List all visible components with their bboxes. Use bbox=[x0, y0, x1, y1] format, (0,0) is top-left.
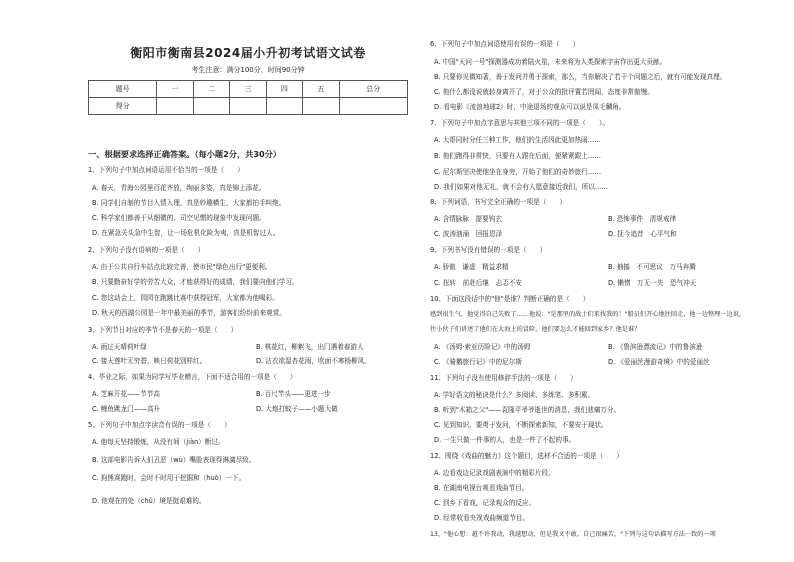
question-line: 2、下列句子没有语病的一项是（ ） bbox=[88, 246, 205, 254]
option-line: B. 他们跑得非常快，只要有人跟在后面，便紧紧跟上…… bbox=[434, 152, 601, 160]
question-line: 1、下列句子中加点词语运用不恰当的一项是（ ） bbox=[88, 166, 244, 174]
option-line: A. 骄傲 谦虚 精益求精 bbox=[434, 263, 509, 271]
score-cell: 三 bbox=[230, 81, 266, 98]
option-line: C. 科学家们都善于从细微的、司空见惯的现象中发现问题。 bbox=[92, 214, 266, 222]
option-line: A. 《汤姆·索亚历险记》中的汤姆 bbox=[434, 343, 531, 351]
option-line: B. 只要勤奋好学的劳苦大众，才能获得好的成绩，我们要向他们学习。 bbox=[92, 278, 299, 286]
option-line: B. 在湖南电视台观看戏曲节目。 bbox=[434, 484, 529, 492]
exam-note: 考生注意：满分100分，时间90分钟 bbox=[191, 66, 305, 74]
question-line: 7、下列句子中加点字意思与其他三项不同的一项是（ ）。 bbox=[430, 119, 609, 127]
option-line: D. 沾衣欲湿杏花雨，吹面不寒杨柳风。 bbox=[256, 357, 371, 365]
option-line: D. 一生只做一件事的人，也是一件了不起的事。 bbox=[434, 436, 576, 444]
score-table-header-row bbox=[89, 81, 408, 98]
option-line: B. 抽搐 不可思议 万马奔腾 bbox=[608, 263, 696, 271]
option-line: D. 《爱丽丝漫游奇境》中的爱丽丝 bbox=[608, 358, 710, 366]
passage-line: 感到很生气，他觉得自己失败了……他说："是那里的战士们来找我的！"船员们开心地往回走，他一边整理一边说， bbox=[430, 311, 746, 318]
option-line: C. 见到知识，要勇于发问，不断探索新知，不要安于现状。 bbox=[434, 421, 608, 429]
option-line: D. 我们如果对他无礼，就不会有人愿意接近我们，所以…… bbox=[434, 183, 609, 191]
option-line: D. 秋天的西湖公园是一年中最美丽的季节，游客们纷纷前来观赏。 bbox=[92, 309, 286, 317]
option-line: D. 懒惰 万无一失 恐气冲天 bbox=[608, 279, 697, 287]
question-line: 13、"他心想：越不许我动，我越想动，但是我又不敢，自己很痛苦。"下列与这句话描写方法一致的一项 bbox=[430, 531, 716, 538]
score-input-cell bbox=[266, 98, 302, 115]
option-line: C. 鲤鱼跳龙门——高升 bbox=[92, 405, 161, 413]
option-line: A. 边看戏边记录戏剧表演中的精彩片段。 bbox=[434, 469, 555, 477]
question-line: 4、毕业之际，如果为同学写毕业赠言，下面不适合用的一项是（ ） bbox=[88, 373, 297, 381]
option-line: C. 尼尔斯坚决使他坐在身旁，开始了他们的奇妙旅行…… bbox=[434, 168, 602, 176]
question-line: 11、下列句子没有使用修辞手法的一项是（ ） bbox=[430, 374, 577, 382]
option-line: C. 狗熊赛跑时，会时不时用于挖掘和（huò）一下。 bbox=[92, 474, 246, 482]
score-input-cell bbox=[193, 98, 229, 115]
score-input-cell bbox=[157, 98, 193, 115]
question-line: 12、围绕《戏曲的魅力》这个题目，选材不合适的一项是（ ） bbox=[430, 452, 624, 460]
option-line: D. 看电影《流浪地球2》时，中途退场的观众可以说是凤毛麟角。 bbox=[434, 103, 626, 111]
question-line: 8、下列词语，书写完全正确的一项是（ ） bbox=[430, 198, 567, 206]
score-cell: 四 bbox=[266, 81, 302, 98]
option-line: C. 到乡下看戏，记录观众的反应。 bbox=[434, 499, 536, 507]
option-line: D. 他观在的处（chǔ）境是挺艰难的。 bbox=[92, 497, 206, 505]
option-line: B. 恐怖事件 清规戒律 bbox=[608, 215, 677, 223]
option-line: B. 听到"木箱之父"——袁隆平爷爷逝世的消息，我们悲痛万分。 bbox=[434, 406, 621, 414]
option-line: C. 接天莲叶无穷碧，映日荷花别样红。 bbox=[92, 357, 207, 365]
question-line: 3、下列节日对应的季节不是春天的一项是（ ） bbox=[88, 326, 238, 334]
option-line: A. 学好语文的秘诀是什么？多阅读、多练笔、多积累。 bbox=[434, 391, 595, 399]
score-cell: 二 bbox=[193, 81, 229, 98]
option-line: B. 桃花红，柳絮飞，出门遇着春游人 bbox=[256, 343, 364, 351]
option-line: A. 芝麻开花——节节高 bbox=[92, 390, 160, 398]
option-line: A. 春天，青海公园里百花齐放，绚丽多姿，真是锦上添花。 bbox=[92, 184, 266, 192]
score-cell: 得分 bbox=[89, 98, 157, 115]
option-line: A. 由于公共自行车站点比较完善，使市民"绿色出行"更便利。 bbox=[92, 263, 272, 271]
option-line: A. 含情脉脉 提要钩玄 bbox=[434, 215, 502, 223]
score-input-cell bbox=[230, 98, 266, 115]
option-line: D. 大炮打蚊子——小题大做 bbox=[256, 405, 338, 413]
passage-line: 往小伙子们讲述了他们在大海上的冒险，他们要怎么才能回到家乡？他是谁？ bbox=[430, 326, 641, 333]
score-cell: 题号 bbox=[89, 81, 157, 98]
option-line: C. 他什么都没说就转身离开了，对于公众的批评置若罔闻，态度非常傲慢。 bbox=[434, 88, 654, 96]
option-line: A. 他每天坚持锻炼，从没有间（jiàn）断过。 bbox=[92, 438, 225, 446]
option-line: C. 《骑鹅旅行记》中的尼尔斯 bbox=[434, 358, 522, 366]
score-input-cell bbox=[339, 98, 407, 115]
option-line: C. 波涛汹涌 回报恩泽 bbox=[434, 230, 503, 238]
option-line: A. 雨过天晴荷叶绿 bbox=[92, 343, 147, 351]
score-table bbox=[88, 80, 408, 115]
question-line: 9、下列书写没有错误的一项是（ ） bbox=[430, 246, 547, 254]
option-line: B. 《鲁滨逊漂流记》中的鲁滨逊 bbox=[608, 343, 703, 351]
option-line: D. 在紧急关头急中生智，让一场危机化险为夷，真是机智过人。 bbox=[92, 229, 280, 237]
question-line: 5、下列句子中加点字读音有误的一项是（ ） bbox=[88, 421, 231, 429]
exam-title: 衡阳市衡南县2024届小升初考试语文试卷 bbox=[130, 46, 366, 60]
option-line: B. 这部电影告诉人们丑恶（wù）嘴脸表现得淋漓尽致。 bbox=[92, 456, 256, 464]
question-line: 6、下列句子中加点词语使用有误的一项是（ ） bbox=[430, 40, 580, 48]
option-line: B. 同学们自制的节目入情入理，真是妙趣横生，大家都拍手叫绝。 bbox=[92, 199, 286, 207]
score-cell: 一 bbox=[157, 81, 193, 98]
option-line: A. 大哥同时分任三种工作，他们的生活因此更加热闹…… bbox=[434, 136, 601, 144]
score-cell: 总分 bbox=[339, 81, 407, 98]
option-line: A. 中国"天问一号"探测器成功着陆火星，未来将为人类探索宇宙作出更大贡献。 bbox=[434, 58, 667, 66]
option-line: C. 扭转 前赴后继 忐忑不安 bbox=[434, 279, 522, 287]
score-cell: 五 bbox=[303, 81, 339, 98]
option-line: B. 百尺竿头——更进一步 bbox=[256, 390, 331, 398]
score-input-cell bbox=[303, 98, 339, 115]
option-line: B. 只要你见微知著，善于发问并勇于探索，那么，当你解决了若干个问题之后，就有可能发现真理。 bbox=[434, 73, 727, 81]
option-line: D. 抚今追昔 心平气和 bbox=[608, 230, 677, 238]
section-1-heading: 一、根据要求选择正确答案。（每小题2分，共30分） bbox=[88, 149, 282, 159]
score-table-score-row bbox=[89, 98, 408, 115]
option-line: C. 您这动会上，园园在跑跳比赛中获得冠军，大家都为他喝彩。 bbox=[92, 294, 279, 302]
question-line: 10、下面这段话中的"他"是谁？判断正确的是（ ） bbox=[430, 295, 590, 303]
option-line: D. 经常收看央视戏曲频道节目。 bbox=[434, 514, 529, 522]
